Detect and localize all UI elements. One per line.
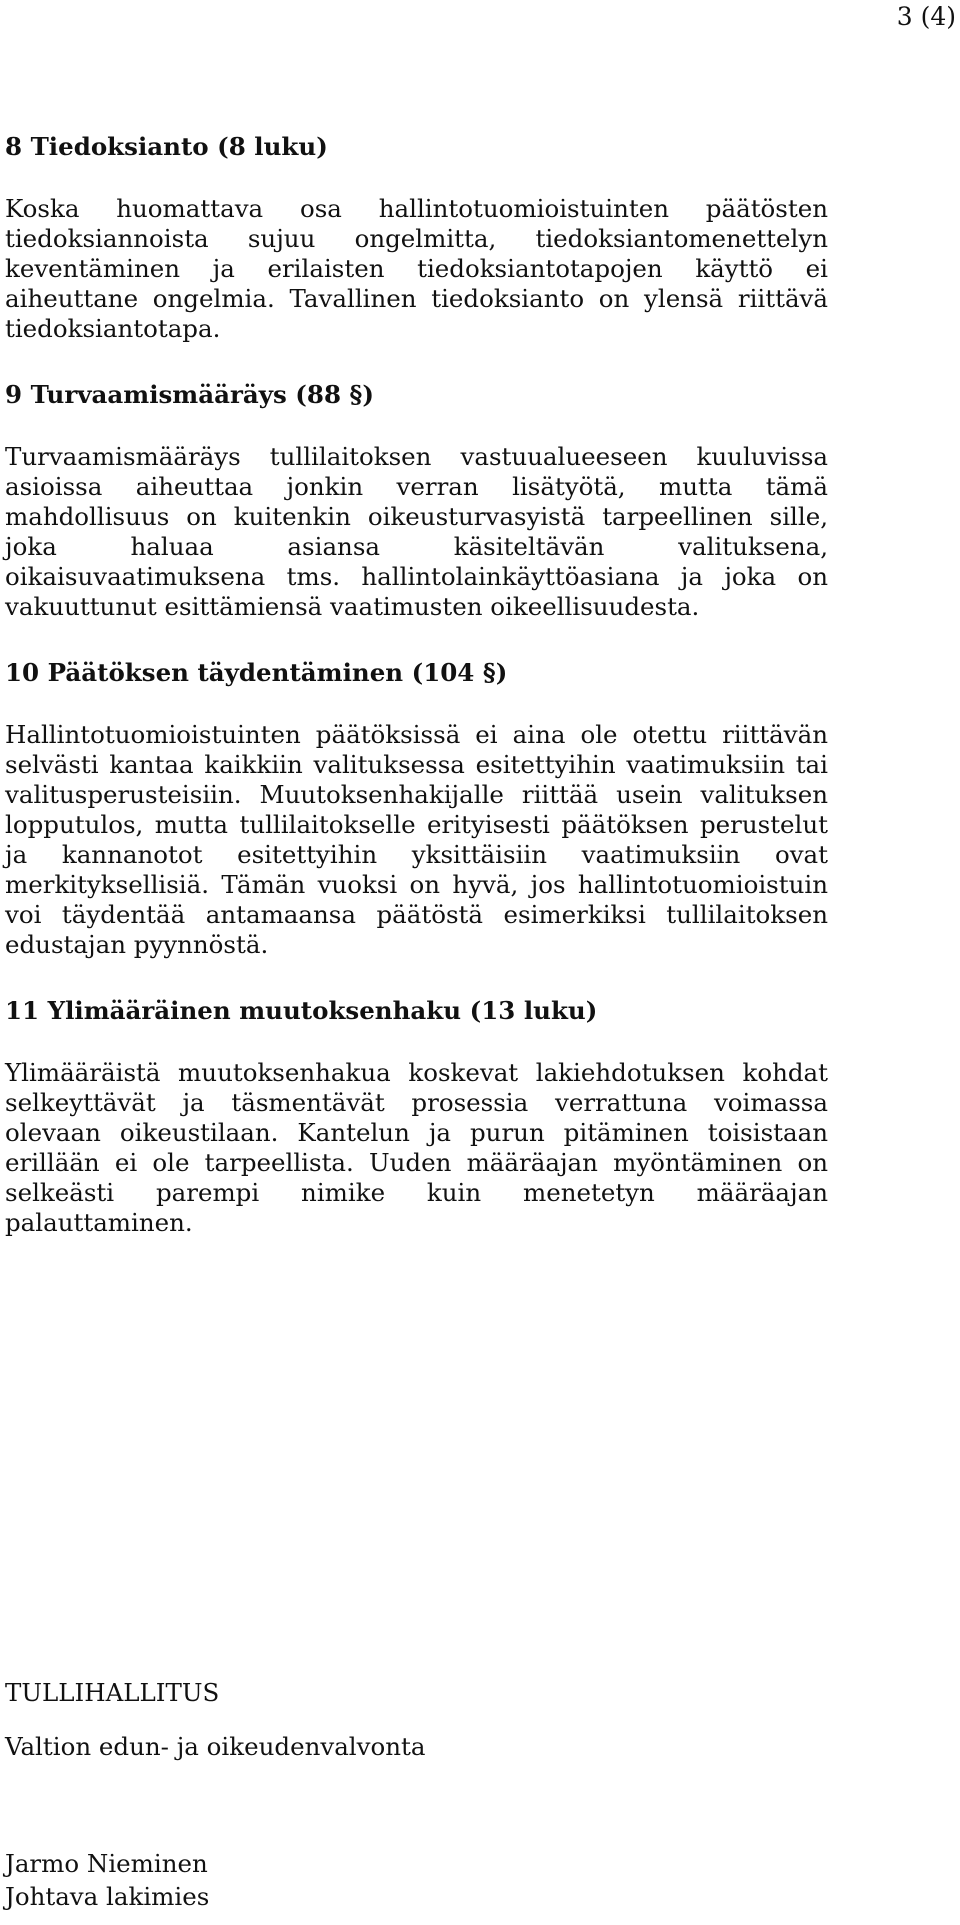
signature-name: Jarmo Nieminen: [5, 1849, 208, 1878]
section-paragraph: Koska huomattava osa hallintotuomioistuinten päätösten tiedoksiannoista sujuu ongelmitta, tiedoksiantomenettelyn keventäminen ja erilaisten tiedoksiantotapojen käyttö ei aiheuttane ongelmia. Tavallinen tiedoksianto on ylensä riittävä tiedoksiantotapa.: [5, 194, 828, 343]
section-turvaamismaarays: [5, 378, 828, 622]
section-heading: 9 Turvaamismääräys (88 §): [5, 380, 374, 409]
section-paatoksen-taydentaminen: [5, 656, 828, 960]
section-paragraph: Hallintotuomioistuinten päätöksissä ei aina ole otettu riittävän selvästi kantaa kaikkiin valituksessa esitettyihin vaatimuksiin tai valitusperusteisiin. Muutoksenhakijalle riittää usein valituksen lopputulos, mutta tullilaitokselle erityisesti päätöksen perustelut ja kannanotot esitettyihin yksittäisiin vaatimuksiin ovat merkityksellisiä. Tämän vuoksi on hyvä, jos hallintotuomioistuin voi täydentää antamaansa päätöstä esimerkiksi tullilaitoksen edustajan pyynnöstä.: [5, 720, 828, 959]
section-tiedoksianto: [5, 130, 828, 344]
section-heading: 8 Tiedoksianto (8 luku): [5, 132, 328, 161]
section-ylimaarainen-muutoksenhaku: [5, 994, 828, 1238]
signature-organization: TULLIHALLITUS: [5, 1678, 220, 1707]
signature-unit: Valtion edun- ja oikeudenvalvonta: [5, 1732, 426, 1761]
section-heading: 10 Päätöksen täydentäminen (104 §): [5, 658, 508, 687]
section-paragraph: Ylimääräistä muutoksenhakua koskevat lakiehdotuksen kohdat selkeyttävät ja täsmentävät prosessia verrattuna voimassa olevaan oikeustilaan. Kantelun ja purun pitäminen toisistaan erillään ei ole tarpeellista. Uuden määräajan myöntäminen on selkeästi parempi nimike kuin menetetyn määräajan palauttaminen.: [5, 1058, 828, 1237]
section-heading: 11 Ylimääräinen muutoksenhaku (13 luku): [5, 996, 598, 1025]
page-number: 3 (4): [896, 2, 956, 31]
signature-title: Johtava lakimies: [5, 1882, 210, 1911]
document-body: [5, 130, 828, 1272]
section-paragraph: Turvaamismääräys tullilaitoksen vastuualueeseen kuuluvissa asioissa aiheuttaa jonkin verran lisätyötä, mutta tämä mahdollisuus on kuitenkin oikeusturvasyistä tarpeellinen sille, joka haluaa asiansa käsiteltävän valituksena, oikaisuvaatimuksena tms. hallintolainkäyttöasiana ja joka on vakuuttunut esittämiensä vaatimusten oikeellisuudesta.: [5, 442, 828, 621]
